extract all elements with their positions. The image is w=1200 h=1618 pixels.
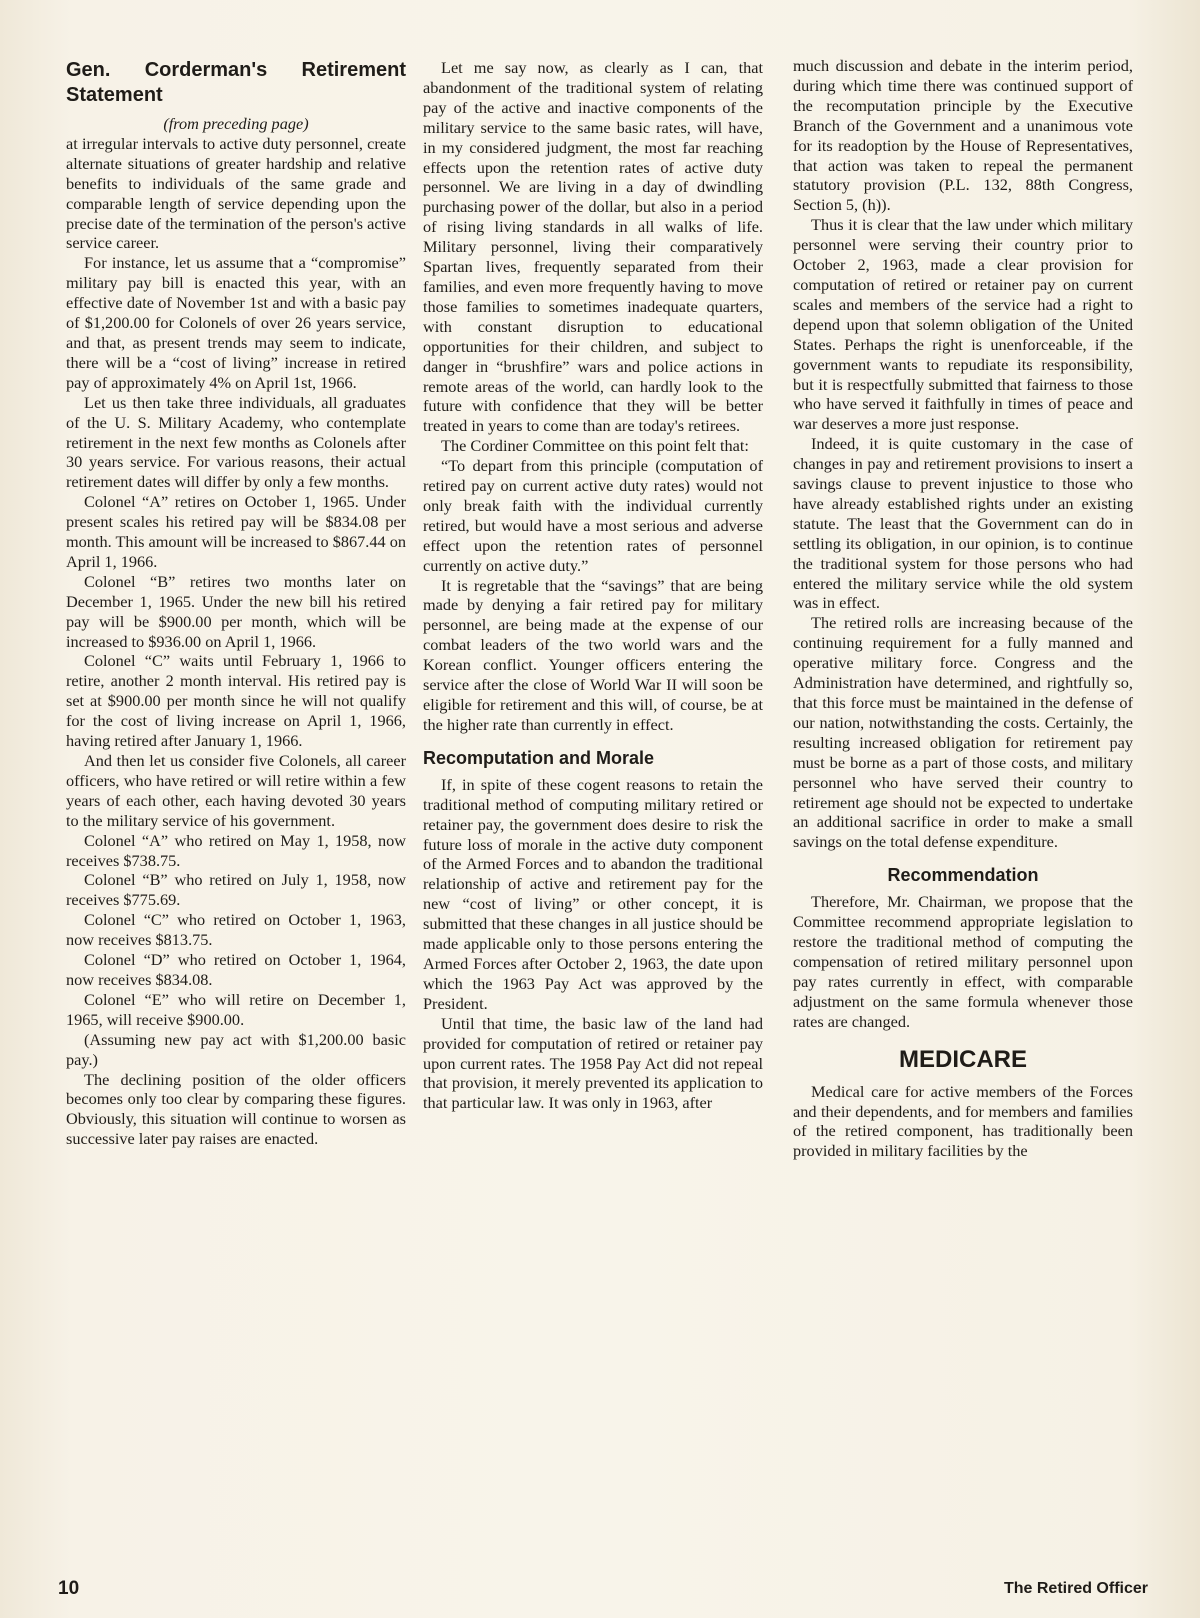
quote-paragraph: “To depart from this principle (computation of retired pay on current active duty rates) would not only break faith with the individual currently retired, but would have a most serious and adverse effect upon the retention rates of personnel currently on active duty.” (423, 456, 763, 575)
paragraph: And then let us consider five Colonels, all career officers, who have retired or will retire within a few years of each other, each having devoted 30 years to the military service of his government. (66, 751, 406, 830)
paragraph: Indeed, it is quite customary in the case of changes in pay and retirement provisions to insert a savings clause to prevent injustice to those who have already established rights under an existing statute. The least that the Government can do in settling its obligation, in our opinion, is to continue the traditional system for those persons who had entered the military service while the old system was in effect. (793, 434, 1133, 613)
section-heading-medicare: MEDICARE (898, 1045, 1027, 1073)
paragraph: It is regretable that the “savings” that are being made by denying a fair retired pay for military personnel, are being made at the expense of our combat leaders of the two world wars and the Korean conflict. Younger officers entering the service after the close of World War II will soon be eligible for retirement and this will, of course, be at the higher rate than currently in effect. (423, 575, 763, 734)
article-headline: Gen. Corderman's Retirement Statement (66, 59, 406, 106)
paragraph: Colonel “E” who will retire on December 1, 1965, will receive $900.00. (66, 989, 406, 1029)
paragraph: If, in spite of these cogent reasons to retain the traditional method of computing military retired or retainer pay, the government does desire to risk the future loss of morale in the active duty component of the Armed Forces and to abandon the traditional relationship of active and retirement pay for the new “cost of living” or other concept, it is submitted that these changes in all justice should be made applicable only to those persons entering the Armed Forces after October 2, 1963, the date upon which the 1963 Pay Act was approved by the President. (423, 774, 763, 1013)
paragraph: Colonel “B” who retired on July 1, 1958, now receives $775.69. (66, 870, 406, 910)
section-heading-recomputation: Recomputation and Morale (423, 747, 655, 768)
paragraph: Colonel “C” waits until February 1, 1966 to retire, another 2 month interval. His retired pay is set at $900.00 per month since he will not qualify for the cost of living increase on April 1, 1966, having retired after January 1, 1966. (66, 651, 406, 751)
column-3 (793, 56, 1133, 1161)
column-2 (423, 58, 763, 1113)
paragraph: The Cordiner Committee on this point felt that: (441, 436, 749, 456)
paragraph: The declining position of the older officers becomes only too clear by comparing these figures. Obviously, this situation will continue to worsen as successive later pay raises are enacted. (66, 1069, 406, 1149)
paragraph: Therefore, Mr. Chairman, we propose that the Committee recommend appropriate legislation to restore the traditional method of computing the compensation of retired military personnel upon pay rates currently in effect, with comparable adjustment on the same formula whenever those rates are changed. (793, 892, 1133, 1031)
paragraph: Medical care for active members of the Forces and their dependents, and for members and families of the retired component, has traditionally been provided in military facilities by the (793, 1081, 1133, 1161)
paragraph: The retired rolls are increasing because of the continuing requirement for a fully manned and operative military force. Congress and the Administration have determined, and rightfully so, that this force must be maintained in the defense of our nation, notwithstanding the costs. Certainly, the resulting increased obligation for retirement pay must be borne as a part of those costs, and military personnel who have served their country to retirement age should not be expected to undertake an additional sacrifice in order to make a small savings on the total defense expenditure. (793, 613, 1133, 852)
paragraph: (Assuming new pay act with $1,200.00 basic pay.) (66, 1029, 406, 1069)
publication-footer: The Retired Officer (1003, 1580, 1148, 1597)
column-1 (66, 52, 406, 1149)
paragraph: Thus it is clear that the law under which military personnel were serving their country prior to October 2, 1963, made a clear provision for computation of retired or retainer pay on current scales and members of the service had a right to depend upon that solemn obligation of the United States. Perhaps the right is unenforceable, if the government wants to repudiate its responsibility, but it is respectfully submitted that fairness to those who have served it faithfully in times of peace and war deserves a more just response. (793, 215, 1133, 434)
paragraph: For instance, let us assume that a “compromise” military pay bill is enacted this year, with an effective date of November 1st and with a basic pay of $1,200.00 for Colonels of over 26 years service, and that, as present trends may seem to indicate, there will be a “cost of living” increase in retired pay of approximately 4% on April 1st, 1966. (66, 253, 406, 392)
paragraph: Colonel “C” who retired on October 1, 1963, now receives $813.75. (66, 910, 406, 950)
paragraph: Until that time, the basic law of the land had provided for computation of retired or retainer pay upon current rates. The 1958 Pay Act did not repeal that provision, it merely prevented its application to that particular law. It was only in 1963, after (423, 1013, 763, 1113)
paragraph: Colonel “D” who retired on October 1, 1964, now receives $834.08. (66, 950, 406, 989)
paragraph: Colonel “B” retires two months later on December 1, 1965. Under the new bill his retired pay will be $900.00 per month, which will be increased to $936.00 on April 1, 1966. (66, 571, 406, 651)
continued-note: (from preceding page) (163, 114, 309, 133)
page-number: 10 (58, 1578, 80, 1599)
paragraph: at irregular intervals to active duty personnel, create alternate situations of greater hardship and relative benefits to individuals of the same grade and comparable length of service depending upon the precise date of the termination of the person's active service career. (66, 133, 406, 253)
section-heading-recommendation: Recommendation (887, 865, 1039, 886)
paragraph: Colonel “A” retires on October 1, 1965. Under present scales his retired pay will be $834.08 per month. This amount will be increased to $867.44 on April 1, 1966. (66, 492, 406, 571)
paragraph: Let me say now, as clearly as I can, that abandonment of the traditional system of relating pay of the active and inactive components of the military service to the same basic rates, will have, in my considered judgment, the most far reaching effects upon the retention rates of active duty personnel. We are living in a day of dwindling purchasing power of the dollar, but also in a period of rising living standards in all walks of life. Military personnel, living their comparatively Spartan lives, frequently separated from their families, and even more frequently having to move those families to sometimes inadequate quarters, with constant disruption to educational opportunities for their children, and subject to danger in “brushfire” wars and police actions in remote areas of the world, can hardly look to the future with confidence that they will be better treated in years to come than are today's retirees. (423, 58, 763, 436)
paragraph: much discussion and debate in the interim period, during which time there was continued support of the recomputation principle by the Executive Branch of the Government and a unanimous vote for its readoption by the House of Representatives, that action was taken to repeal the permanent statutory provision (P.L. 132, 88th Congress, Section 5, (h)). (793, 56, 1133, 215)
paragraph: Colonel “A” who retired on May 1, 1958, now receives $738.75. (66, 830, 406, 870)
paragraph: Let us then take three individuals, all graduates of the U. S. Military Academy, who contemplate retirement in the next few months as Colonels after 30 years service. For various reasons, their actual retirement dates will differ by only a few months. (66, 392, 406, 492)
